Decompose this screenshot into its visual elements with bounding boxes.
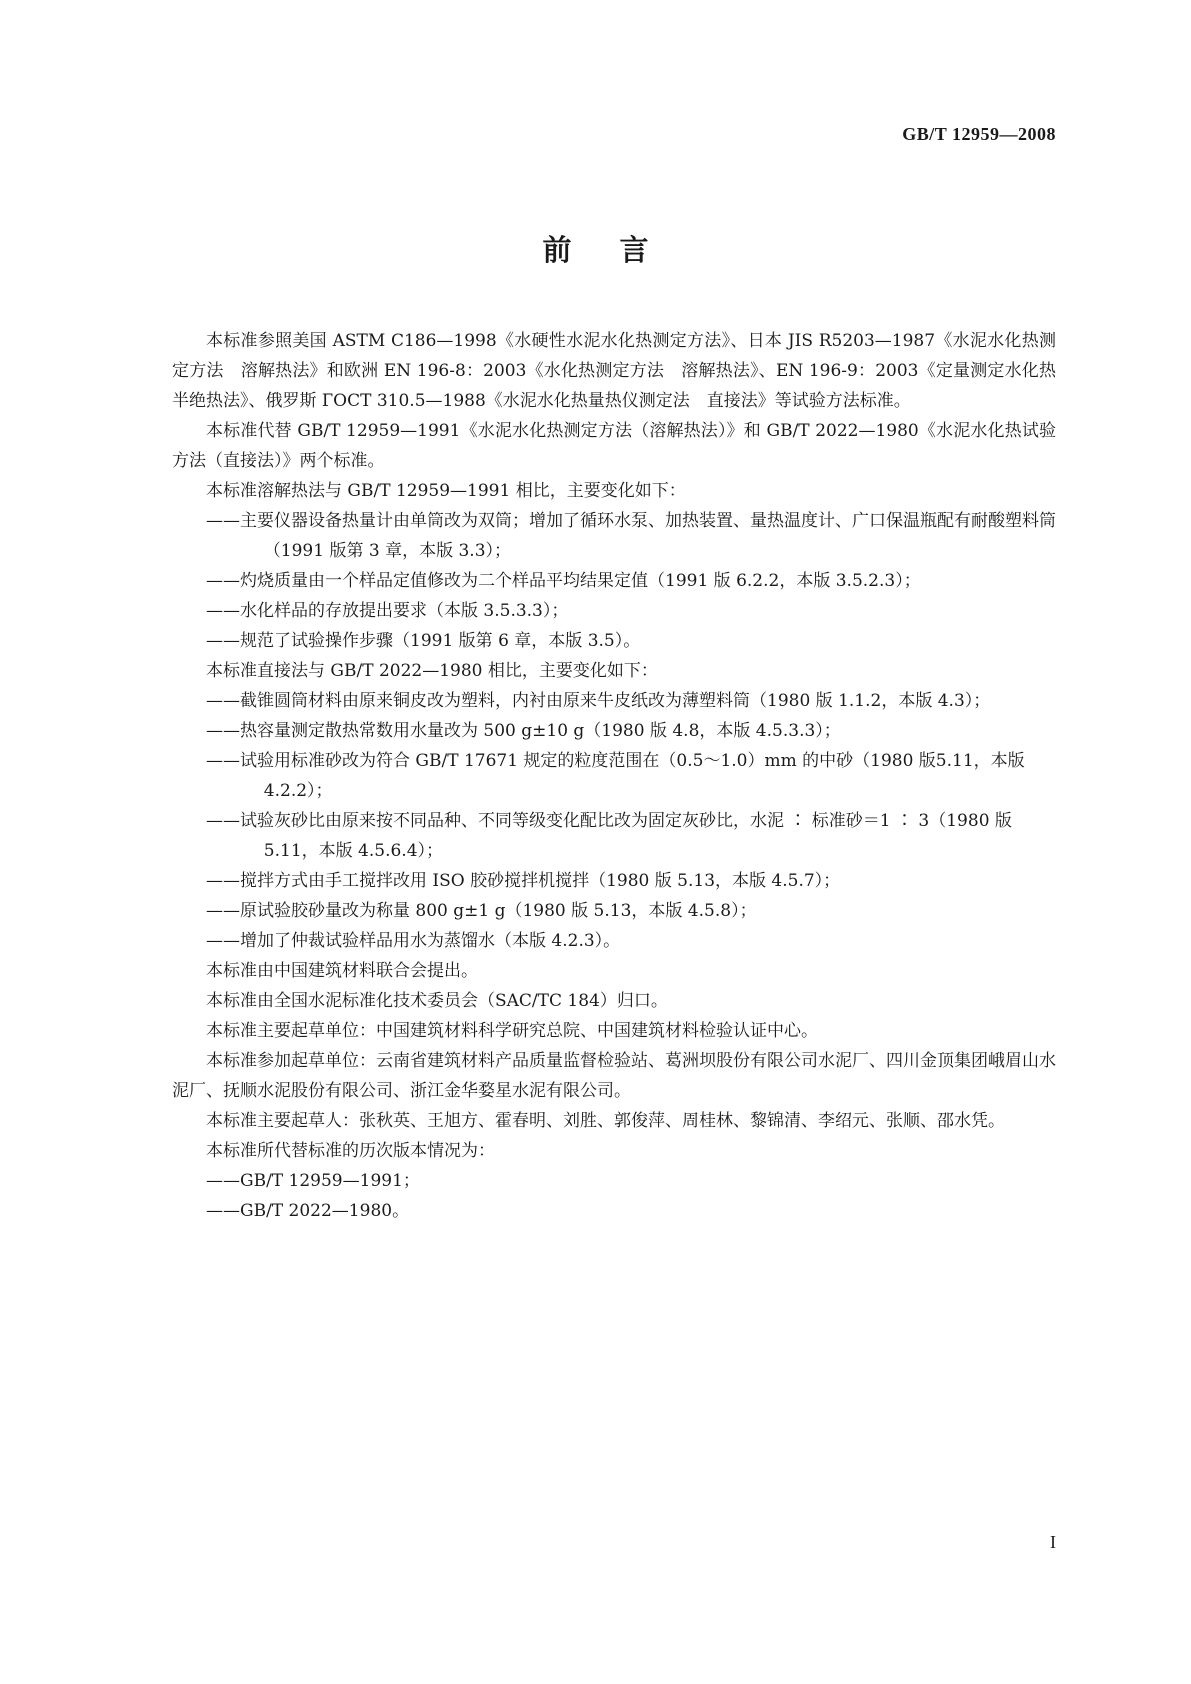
paragraph-previous-editions: 本标准所代替标准的历次版本情况为： <box>206 1141 495 1161</box>
list-item: ——热容量测定散热常数用水量改为 500 g±10 g（1980 版 4.8，本版 4.5.3.3）； <box>206 721 841 741</box>
list-item: ——截锥圆筒材料由原来铜皮改为塑料，内衬由原来牛皮纸改为薄塑料筒（1980 版 1.1.2，本版 4.3）； <box>206 691 991 711</box>
paragraph-dissolution-changes-intro: 本标准溶解热法与 GB/T 12959—1991 相比，主要变化如下： <box>206 481 686 501</box>
list-item: ——主要仪器设备热量计由单筒改为双筒；增加了循环水泵、加热装置、量热温度计、广口保温瓶配有耐酸塑料筒（1991 版第 3 章，本版 3.3）； <box>206 511 1056 561</box>
paragraph-main-drafters: 本标准主要起草单位：中国建筑材料科学研究总院、中国建筑材料检验认证中心。 <box>206 1021 818 1041</box>
foreword-body <box>172 326 1073 1226</box>
paragraph-replaces: 本标准代替 GB/T 12959—1991《水泥水化热测定方法（溶解热法）》和 GB/T 2022—1980《水泥水化热试验方法（直接法）》两个标准。 <box>172 421 1056 471</box>
paragraph-proposer: 本标准由中国建筑材料联合会提出。 <box>206 961 478 981</box>
list-item: ——原试验胶砂量改为称量 800 g±1 g（1980 版 5.13，本版 4.5.8）； <box>206 901 757 921</box>
list-item: ——增加了仲裁试验样品用水为蒸馏水（本版 4.2.3）。 <box>206 931 621 951</box>
list-item: ——规范了试验操作步骤（1991 版第 6 章，本版 3.5）。 <box>206 631 641 651</box>
paragraph-drafting-persons: 本标准主要起草人：张秋英、王旭方、霍春明、刘胜、郭俊萍、周桂林、黎锦清、李绍元、张顺、邵水凭。 <box>206 1111 1005 1131</box>
paragraph-committee: 本标准由全国水泥标准化技术委员会（SAC/TC 184）归口。 <box>206 991 668 1011</box>
paragraph-direct-changes-intro: 本标准直接法与 GB/T 2022—1980 相比，主要变化如下： <box>206 661 658 681</box>
page-number: I <box>1050 1532 1056 1552</box>
list-item: ——搅拌方式由手工搅拌改用 ISO 胶砂搅拌机搅拌（1980 版 5.13，本版 4.5.7）； <box>206 871 841 891</box>
list-item: ——GB/T 12959—1991； <box>206 1171 420 1191</box>
list-item: ——试验用标准砂改为符合 GB/T 17671 规定的粒度范围在（0.5～1.0）mm 的中砂（1980 版5.11，本版 4.2.2）； <box>206 751 1025 801</box>
paragraph-participating-drafters: 本标准参加起草单位：云南省建筑材料产品质量监督检验站、葛洲坝股份有限公司水泥厂、四川金顶集团峨眉山水泥厂、抚顺水泥股份有限公司、浙江金华婺星水泥有限公司。 <box>172 1051 1056 1101</box>
page-title: 前言 <box>542 233 697 267</box>
standard-code: GB/T 12959—2008 <box>902 124 1056 144</box>
list-item: ——试验灰砂比由原来按不同品种、不同等级变化配比改为固定灰砂比，水泥 ∶ 标准砂＝1 ∶ 3（1980 版 5.11，本版 4.5.6.4）； <box>206 811 1012 861</box>
paragraph-references: 本标准参照美国 ASTM C186—1998《水硬性水泥水化热测定方法》、日本 JIS R5203—1987《水泥水化热测定方法 溶解热法》和欧洲 EN 196-8：2003《水化热测定方法 溶解热法》、EN 196-9：2003《定量测定水化热 半绝热法》、俄罗斯 ГОСТ 310.5—1988《水泥水化热量热仪测定法 直接法》等试验方法标准。 <box>172 331 1073 411</box>
list-item: ——水化样品的存放提出要求（本版 3.5.3.3）； <box>206 601 569 621</box>
list-item: ——GB/T 2022—1980。 <box>206 1201 410 1221</box>
list-item: ——灼烧质量由一个样品定值修改为二个样品平均结果定值（1991 版 6.2.2，本版 3.5.2.3）； <box>206 571 921 591</box>
